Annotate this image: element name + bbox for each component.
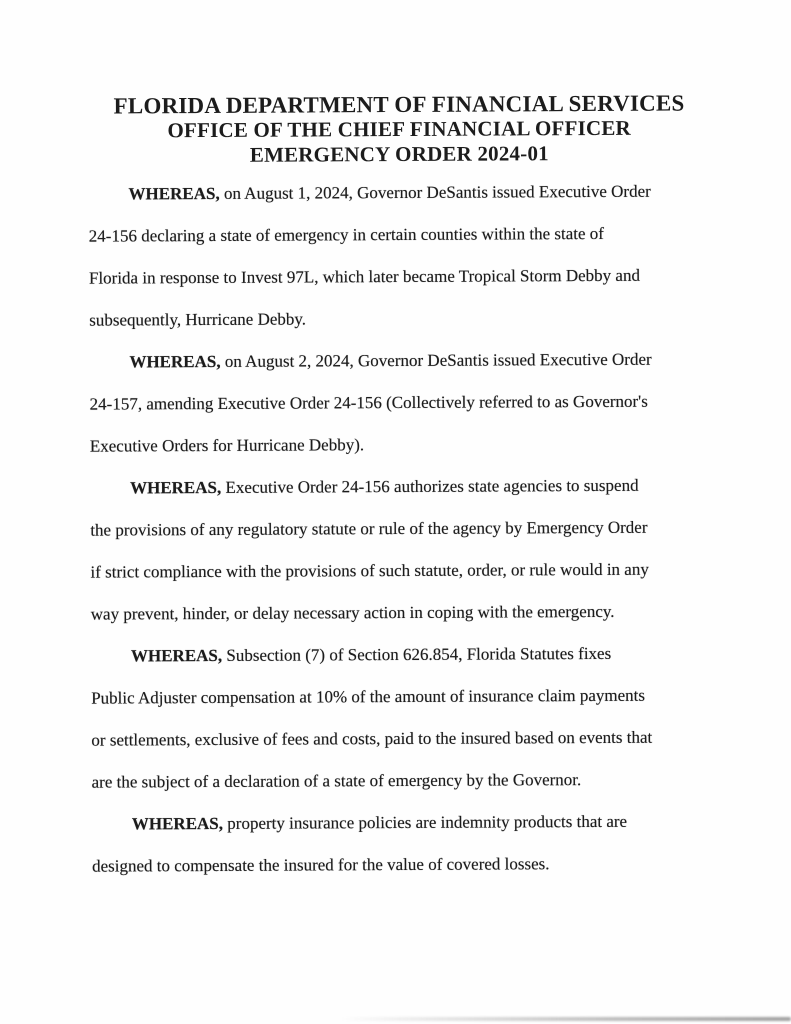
text-line (88, 170, 710, 215)
document-header (88, 90, 710, 168)
text-line: are the subject of a declaration of a state of emergency by the Governor. (91, 770, 582, 792)
whereas-paragraph-4 (91, 632, 714, 803)
text-line: the provisions of any regulatory statute or rule of the agency by Emergency Order (90, 517, 648, 540)
text-line (89, 338, 711, 383)
text-line: designed to compensate the insured for the value of covered losses. (91, 854, 550, 876)
text-line (92, 800, 714, 845)
text-line: Florida in response to Invest 97L, which later became Tropical Storm Debby and (88, 265, 640, 288)
whereas-lead: WHEREAS, (128, 183, 220, 204)
whereas-lead: WHEREAS, (130, 645, 223, 666)
whereas-lead: WHEREAS, (131, 813, 224, 834)
header-line-department: FLORIDA DEPARTMENT OF FINANCIAL SERVICES (113, 90, 685, 119)
whereas-lead: WHEREAS, (129, 351, 221, 372)
text-line: if strict compliance with the provisions of such statute, order, or rule would in any (90, 559, 649, 582)
whereas-paragraph-3 (90, 464, 713, 635)
whereas-lead: WHEREAS, (130, 477, 222, 498)
text-line: 24-157, amending Executive Order 24-156 (Collectively referred to as Governor's (89, 391, 648, 414)
document-body (88, 170, 714, 887)
scan-artifact-shadow (340, 1017, 791, 1021)
text-line: subsequently, Hurricane Debby. (89, 309, 307, 330)
text-line-rest: Subsection (7) of Section 626.854, Florida Statutes fixes (222, 643, 612, 665)
whereas-paragraph-1 (88, 170, 711, 341)
text-line-rest: property insurance policies are indemnity products that are (222, 811, 628, 833)
whereas-paragraph-5 (92, 800, 714, 887)
header-line-order-number: EMERGENCY ORDER 2024-01 (249, 141, 549, 167)
whereas-paragraph-2 (89, 338, 712, 467)
text-line: 24-156 declaring a state of emergency in certain counties within the state of (88, 223, 604, 246)
text-line: or settlements, exclusive of fees and costs, paid to the insured based on events that (91, 727, 653, 750)
text-line-rest: Executive Order 24-156 authorizes state agencies to suspend (221, 475, 639, 497)
text-line-rest: on August 1, 2024, Governor DeSantis issued Executive Order (219, 181, 651, 203)
text-line: Public Adjuster compensation at 10% of the amount of insurance claim payments (91, 685, 646, 708)
text-line (91, 632, 713, 677)
document-content (88, 90, 714, 887)
header-line-office: OFFICE OF THE CHIEF FINANCIAL OFFICER (167, 115, 631, 143)
text-line (90, 464, 712, 509)
text-line: Executive Orders for Hurricane Debby). (89, 435, 365, 456)
text-line-rest: on August 2, 2024, Governor DeSantis issued Executive Order (220, 349, 652, 371)
text-line: way prevent, hinder, or delay necessary action in coping with the emergency. (90, 601, 615, 624)
